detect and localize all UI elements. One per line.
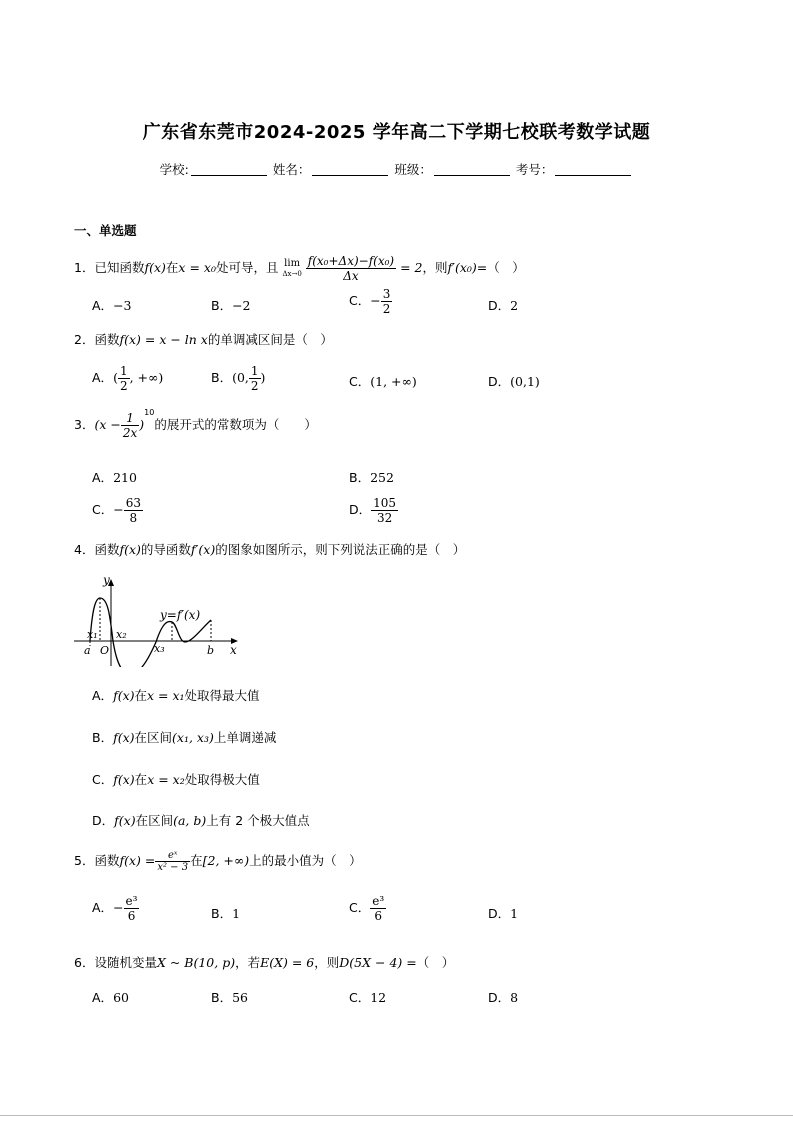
q1-option-b[interactable] — [211, 296, 251, 314]
q2-text: 的单调减区间是（ ） — [207, 332, 333, 347]
option-label: B． — [349, 470, 371, 485]
question-6 — [74, 953, 454, 971]
fraction-numerator: e³ — [125, 894, 138, 908]
q2-option-b[interactable] — [211, 364, 265, 393]
option-rest: ) — [260, 370, 266, 385]
fraction-numerator: f(x₀+Δx)−f(x₀) — [307, 254, 395, 268]
q6-option-a[interactable] — [92, 988, 129, 1006]
q2-expr: f(x) = x − ln x — [119, 332, 208, 347]
option-value: 12 — [370, 990, 387, 1005]
q4-option-c[interactable] — [92, 770, 260, 788]
option-fraction — [249, 364, 261, 393]
fraction-denominator: x² − 3 — [157, 862, 189, 873]
option-fraction — [124, 496, 143, 525]
option-value: (0,1) — [510, 374, 540, 389]
q1-text: =（ ） — [476, 260, 525, 275]
option-label: C． — [92, 502, 114, 517]
option-cond: (x₁, x₃) — [172, 730, 214, 745]
q5-interval: [2, +∞) — [202, 853, 250, 868]
option-label: D． — [488, 298, 511, 313]
q6-text: ，则 — [314, 955, 340, 970]
option-value: 1 — [510, 906, 519, 921]
x3-label: x₃ — [154, 642, 165, 655]
q6-option-d[interactable] — [488, 988, 518, 1006]
option-open: ( — [113, 370, 118, 385]
option-sign: − — [113, 900, 124, 915]
q2-option-d[interactable] — [488, 372, 540, 390]
fraction-denominator: 6 — [374, 909, 383, 923]
q3-option-d[interactable] — [349, 496, 398, 525]
option-label: B． — [211, 906, 233, 921]
limit-fraction — [306, 254, 396, 283]
q2-text: 函数 — [94, 332, 120, 347]
q5-text: 在 — [190, 853, 203, 868]
class-label: 班级： — [394, 162, 432, 177]
fraction-numerator: e³ — [372, 894, 385, 908]
fraction-numerator: 63 — [125, 496, 141, 510]
question-number: 5． — [74, 853, 95, 868]
q1-option-c[interactable] — [349, 287, 392, 316]
q3-option-c[interactable] — [92, 496, 143, 525]
q3-option-b[interactable] — [349, 468, 394, 486]
section-heading: 一、单选题 — [74, 223, 137, 238]
q3-fraction — [121, 411, 139, 440]
q6-option-b[interactable] — [211, 988, 248, 1006]
question-3 — [74, 408, 317, 440]
option-label: C． — [349, 293, 371, 308]
class-blank[interactable] — [434, 163, 510, 176]
fraction-numerator: 1 — [250, 364, 259, 378]
q3-open: (x − — [94, 417, 121, 432]
q6-dist: X ~ B(10, p) — [156, 955, 236, 970]
fraction-denominator: 2 — [250, 379, 259, 393]
q1-fx: f(x) — [144, 260, 166, 275]
option-fraction — [381, 287, 393, 316]
option-rest: , +∞) — [129, 370, 164, 385]
option-cond: x = x₁ — [147, 688, 185, 703]
option-value: 1 — [232, 906, 241, 921]
q5-option-c[interactable] — [349, 894, 386, 923]
q6-option-c[interactable] — [349, 988, 386, 1006]
question-5 — [74, 850, 362, 873]
q3-option-a[interactable] — [92, 468, 137, 486]
option-label: D． — [488, 990, 511, 1005]
option-fx: f(x) — [113, 730, 135, 745]
option-label: A． — [92, 298, 114, 313]
option-label: B． — [92, 730, 114, 745]
fraction-denominator: Δx — [343, 269, 359, 283]
school-label: 学校: — [159, 162, 189, 177]
name-blank[interactable] — [312, 163, 388, 176]
limit-operator — [282, 258, 301, 280]
option-label: B． — [211, 370, 233, 385]
q1-text: 处可导，且 — [215, 260, 279, 275]
q6-target: D(5X − 4) = — [339, 955, 417, 970]
derivative-graph — [70, 572, 245, 667]
q6-text: ，若 — [235, 955, 261, 970]
option-label: D． — [92, 813, 115, 828]
q1-text: 在 — [165, 260, 179, 275]
option-label: C． — [349, 900, 371, 915]
option-text: 上有 2 个极大值点 — [206, 813, 310, 828]
option-cond: (a, b) — [173, 813, 207, 828]
option-fraction — [370, 894, 386, 923]
fraction-denominator: 2x — [122, 426, 138, 440]
curve-label: y=f′(x) — [160, 608, 201, 622]
question-number: 3． — [74, 417, 95, 432]
option-fraction — [124, 894, 140, 923]
q4-dfx: f′(x) — [190, 542, 216, 557]
q1-text: 已知函数 — [94, 260, 145, 275]
q2-option-c[interactable] — [349, 372, 417, 390]
x1-label: x₁ — [87, 628, 98, 641]
x2-label: x₂ — [116, 628, 127, 641]
question-number: 2． — [74, 332, 95, 347]
option-text: 在 — [134, 772, 148, 787]
option-label: D． — [349, 502, 372, 517]
b-label: b — [207, 644, 215, 657]
option-value: −2 — [232, 298, 251, 313]
option-value: (1, +∞) — [370, 374, 417, 389]
a-label: a — [84, 644, 91, 657]
q5-option-a[interactable] — [92, 894, 139, 923]
option-label: A． — [92, 470, 114, 485]
option-value: −3 — [113, 298, 132, 313]
option-label: A． — [92, 900, 114, 915]
q1-option-a[interactable] — [92, 296, 132, 314]
option-fraction — [371, 496, 398, 525]
q4-text: 的图象如图所示，则下列说法正确的是（ ） — [215, 542, 466, 557]
exam-number-label: 考号： — [515, 162, 554, 177]
q4-fx: f(x) — [119, 542, 141, 557]
exam-title: 广东省东莞市2024-2025 学年高二下学期七校联考数学试题 — [142, 122, 651, 143]
q5-text: 上的最小值为（ ） — [249, 853, 362, 868]
fraction-numerator: 105 — [373, 496, 397, 510]
question-number: 4． — [74, 542, 95, 557]
option-value: 210 — [113, 470, 137, 485]
name-label: 姓名： — [272, 162, 311, 177]
fraction-numerator: 1 — [119, 364, 128, 378]
option-value: 8 — [510, 990, 519, 1005]
option-label: C． — [349, 374, 371, 389]
q4-text: 函数 — [94, 542, 120, 557]
exam-number-blank[interactable] — [555, 163, 631, 176]
option-label: A． — [92, 370, 114, 385]
option-cond: x = x₂ — [147, 772, 185, 787]
fraction-numerator: eˣ — [155, 850, 190, 862]
fraction-numerator: 1 — [121, 411, 139, 426]
fraction-denominator: 8 — [129, 511, 138, 525]
option-open: (0, — [232, 370, 249, 385]
q5-lhs: f(x) = — [119, 853, 156, 868]
q1-text: ，则 — [422, 260, 448, 275]
option-text: 上单调递减 — [213, 730, 277, 745]
q5-option-d[interactable] — [488, 904, 518, 922]
q5-fraction — [155, 850, 190, 873]
q4-option-a[interactable] — [92, 686, 260, 704]
question-2 — [74, 330, 333, 348]
option-value: 56 — [232, 990, 248, 1005]
question-4 — [74, 540, 465, 558]
option-label: D． — [488, 374, 511, 389]
option-value: 252 — [370, 470, 394, 485]
option-sign: − — [370, 293, 381, 308]
option-label: B． — [211, 990, 233, 1005]
q4-text: 的导函数 — [140, 542, 191, 557]
option-text: 在区间 — [135, 813, 174, 828]
q4-option-b[interactable] — [92, 728, 276, 746]
option-text: 在 — [134, 688, 148, 703]
school-blank[interactable] — [191, 163, 267, 176]
origin-label: O — [100, 644, 110, 657]
q6-cond: E(X) = 6 — [260, 955, 315, 970]
option-text: 在区间 — [134, 730, 173, 745]
q5-text: 函数 — [94, 853, 120, 868]
option-label: C． — [349, 990, 371, 1005]
option-label: D． — [488, 906, 511, 921]
q6-text: 设随机变量 — [94, 955, 157, 970]
q3-close: ) — [139, 417, 145, 432]
option-fx: f(x) — [113, 772, 135, 787]
fraction-numerator: 3 — [382, 287, 391, 301]
option-fraction — [118, 364, 130, 393]
q2-option-a[interactable] — [92, 364, 163, 393]
option-label: A． — [92, 688, 114, 703]
option-value: 60 — [113, 990, 129, 1005]
q5-option-b[interactable] — [211, 904, 240, 922]
q1-point: x = x₀ — [178, 260, 216, 275]
q1-target: f′(x₀) — [447, 260, 477, 275]
x-axis-label: x — [230, 643, 237, 657]
option-text: 处取得极大值 — [184, 772, 260, 787]
y-axis-label: y — [103, 573, 110, 587]
question-1 — [74, 254, 525, 283]
option-value: 2 — [510, 298, 519, 313]
lim-text: lim — [284, 257, 301, 269]
student-info-line — [0, 160, 793, 178]
page-bottom-rule — [0, 1115, 793, 1116]
option-label: B． — [211, 298, 233, 313]
fraction-denominator: 32 — [376, 511, 393, 525]
fraction-denominator: 2 — [119, 379, 128, 393]
option-label: A． — [92, 990, 114, 1005]
lim-subscript: Δx→0 — [282, 269, 302, 278]
question-number: 1． — [74, 260, 95, 275]
q1-option-d[interactable] — [488, 296, 518, 314]
option-fx: f(x) — [113, 688, 135, 703]
question-number: 6． — [74, 955, 95, 970]
option-label: C． — [92, 772, 114, 787]
option-fx: f(x) — [114, 813, 136, 828]
q1-eq: = 2 — [400, 260, 423, 275]
fraction-denominator: 6 — [127, 909, 136, 923]
fraction-denominator: 2 — [382, 302, 391, 316]
q3-text: 的展开式的常数项为（ ） — [154, 417, 317, 432]
option-text: 处取得最大值 — [184, 688, 260, 703]
q6-text: （ ） — [416, 955, 455, 970]
q4-option-d[interactable] — [92, 811, 310, 829]
q3-exponent: 10 — [144, 408, 155, 417]
option-sign: − — [113, 502, 124, 517]
